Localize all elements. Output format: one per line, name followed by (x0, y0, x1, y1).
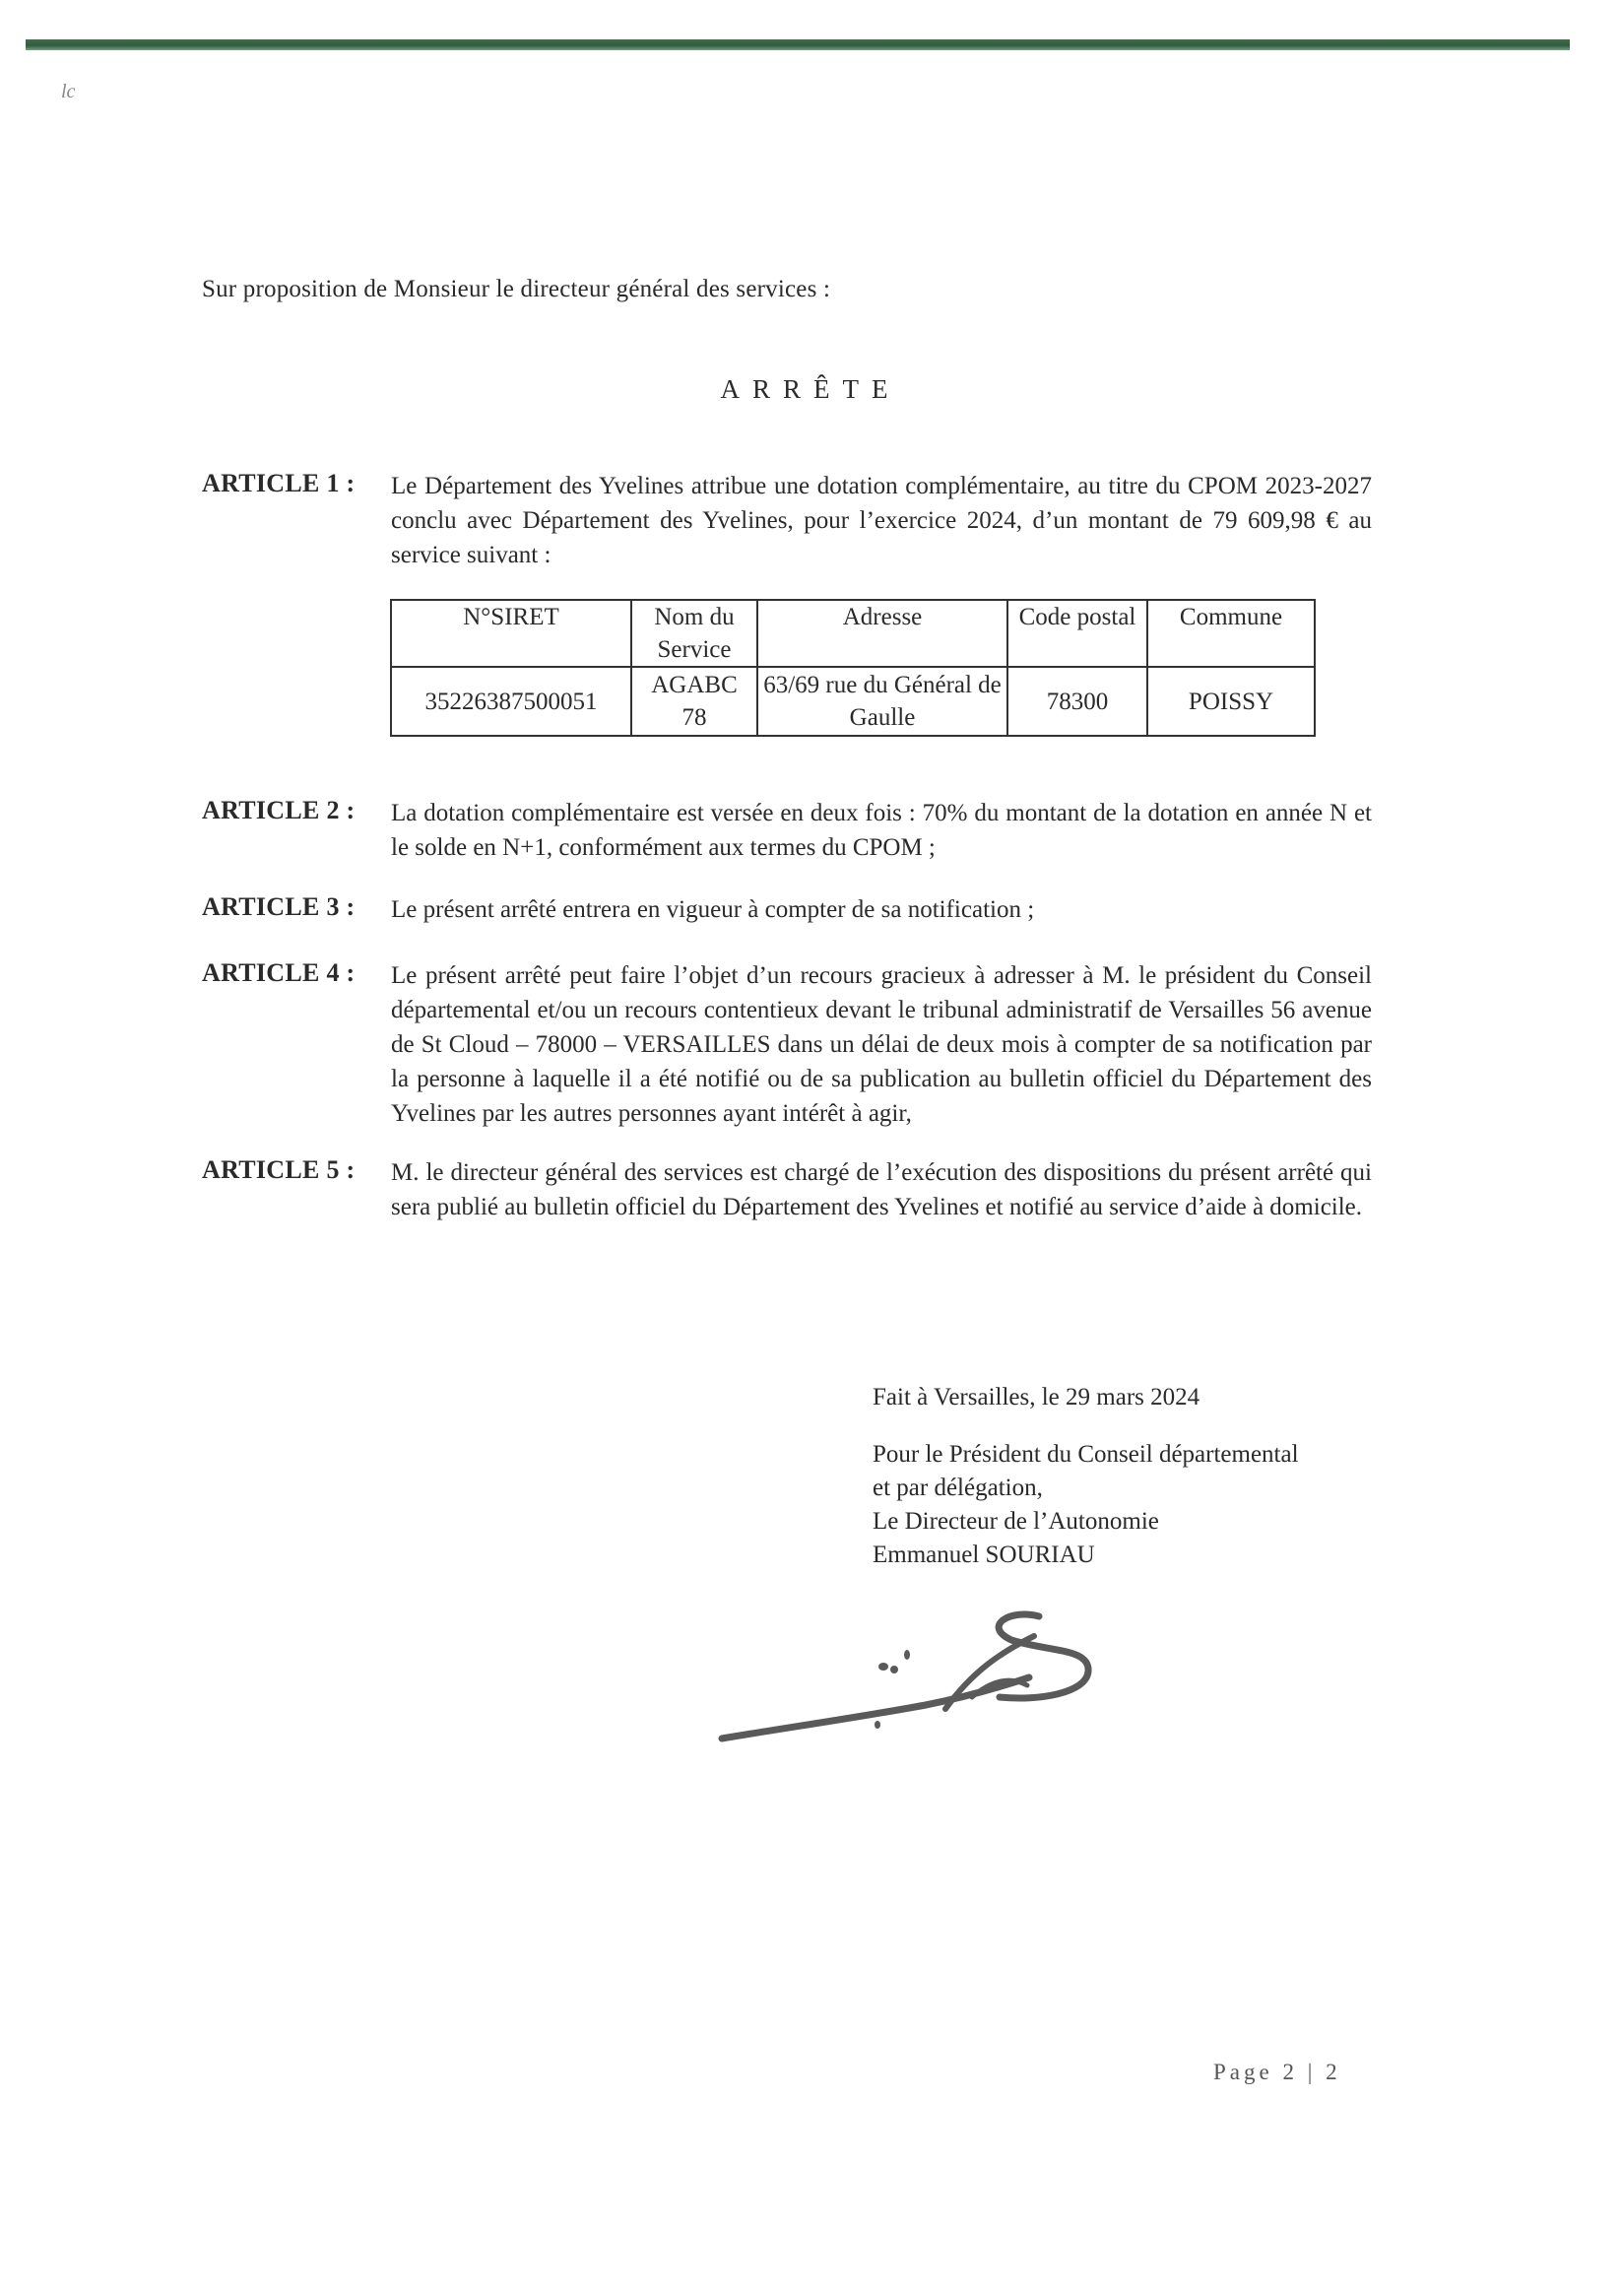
table-header-cell: N°SIRET (391, 600, 631, 667)
signatory-line: et par délégation, (873, 1475, 1043, 1501)
table-cell: POISSY (1147, 667, 1315, 736)
signatory-line: Le Directeur de l’Autonomie (873, 1508, 1159, 1535)
signatory-line: Pour le Président du Conseil départemental (873, 1441, 1299, 1468)
header-rule (26, 39, 1570, 50)
table-header-cell: Nom du Service (631, 600, 757, 667)
article-text: La dotation complémentaire est versée en deux fois : 70% du montant de la dotation en année N et le solde en N+1, conformément aux termes du CPOM ; (391, 800, 1372, 861)
table-header-row (391, 600, 1315, 667)
article-label: ARTICLE 2 : (202, 796, 356, 824)
signatory-name: Emmanuel SOURIAU (873, 1542, 1095, 1568)
article-label: ARTICLE 5 : (202, 1155, 356, 1184)
table-header-cell: Code postal (1007, 600, 1147, 667)
place-date: Fait à Versailles, le 29 mars 2024 (873, 1384, 1200, 1410)
page-number: Page 2 | 2 (1213, 2060, 1341, 2084)
article-label: ARTICLE 3 : (202, 892, 356, 921)
article-text: Le présent arrêté entrera en vigueur à compter de sa notification ; (391, 896, 1035, 923)
table-cell: 35226387500051 (391, 667, 631, 736)
article-label: ARTICLE 4 : (202, 958, 356, 987)
article-text: Le présent arrêté peut faire l’objet d’un recours gracieux à adresser à M. le président du Conseil départemental et/ou un recours contentieux devant le tribunal administratif de Versailles 56 avenue de St Cloud – 78000 – VERSAILLES dans un délai de deux mois à compter de sa notification par la personne à laquelle il a été notifié ou de sa publication au bulletin officiel du Département des Yvelines par les autres personnes ayant intérêt à agir, (391, 962, 1372, 1127)
margin-mark: lc (61, 81, 76, 102)
article-label: ARTICLE 1 : (202, 469, 356, 497)
intro-text: Sur proposition de Monsieur le directeur général des services : (202, 276, 831, 302)
table-cell: 78300 (1007, 667, 1147, 736)
handwritten-signature (714, 1591, 1147, 1758)
table-header-cell: Adresse (757, 600, 1007, 667)
signature-block (873, 1381, 1299, 1572)
article-text: Le Département des Yvelines attribue une dotation complémentaire, au titre du CPOM 2023-2027 conclu avec Département des Yvelines, pour l’exercice 2024, d’un montant de 79 609,98 € au service suivant : (391, 473, 1372, 568)
decree-title: ARRÊTE (720, 374, 901, 404)
table-cell: 63/69 rue du Général de Gaulle (757, 667, 1007, 736)
service-table (390, 599, 1316, 737)
table-header-cell: Commune (1147, 600, 1315, 667)
table-row (391, 667, 1315, 736)
table-cell: AGABC 78 (631, 667, 757, 736)
article-text: M. le directeur général des services est chargé de l’exécution des dispositions du présent arrêté qui sera publié au bulletin officiel du Département des Yvelines et notifié au service d’aide à domicile. (391, 1159, 1372, 1220)
